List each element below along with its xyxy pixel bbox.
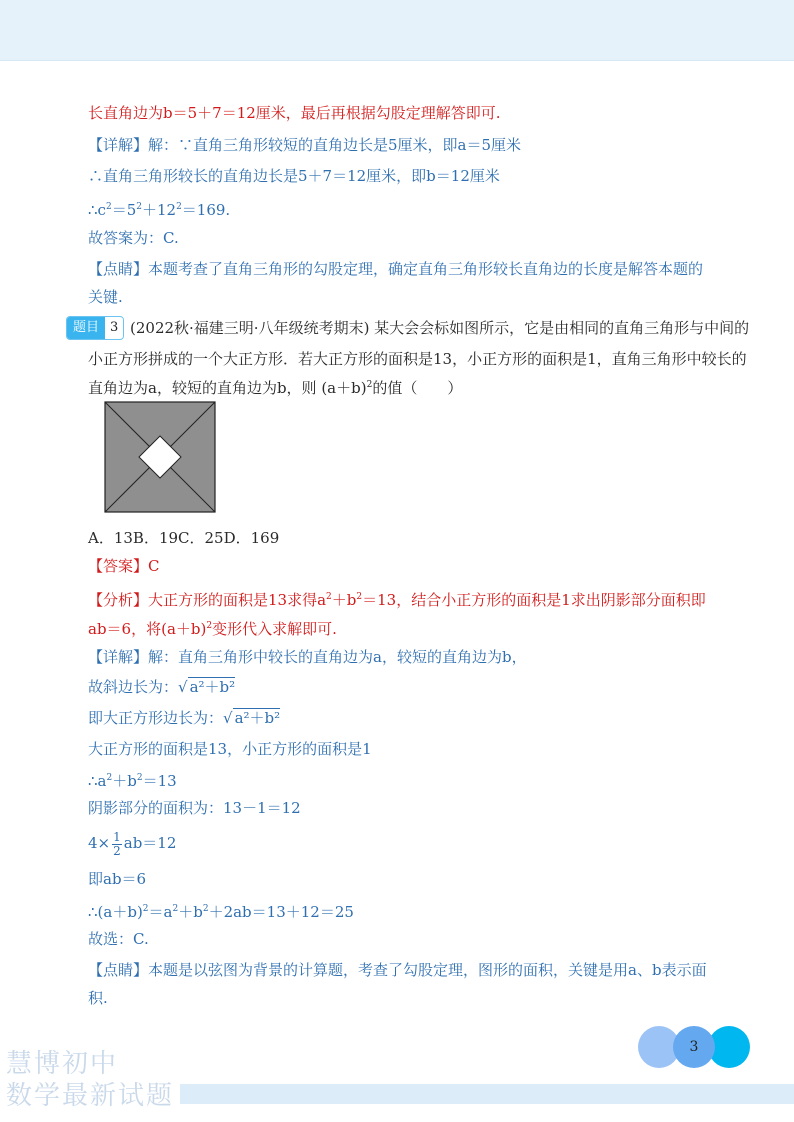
analysis-line1: 【分析】大正方形的面积是13求得$a^2+b^2=13$，结合小正方形的面积是1求出阴影部分面积即: [88, 591, 706, 609]
comment-tag: 【点睛】: [88, 260, 149, 278]
prev-step3: 故答案为：C.: [88, 229, 179, 247]
prev-step2: $\therefore c^2=5^2+12^2=169$.: [88, 201, 231, 219]
analysis-line2: ab＝6，将$(a+b)^2$变形代入求解即可.: [88, 620, 337, 638]
question-line1: (2022秋·福建三明·八年级统考期末) 某大会会标如图所示，它是由相同的直角三角形与中间的: [130, 319, 750, 337]
question-line2: 小正方形拼成的一个大正方形．若大正方形的面积是13，小正方形的面积是1，直角三角形中较长的: [88, 350, 747, 368]
prev-comment-cont: 关键.: [88, 288, 123, 306]
header-band: [0, 0, 794, 61]
question-number: 3: [105, 318, 123, 338]
solution-step5: 阴影部分的面积为：13－1＝12: [88, 799, 301, 817]
fraction-half: $\frac{1}{2}$: [113, 829, 121, 858]
solution-step3: 大正方形的面积是13，小正方形的面积是1: [88, 740, 372, 758]
answer-line: [88, 556, 160, 576]
prev-solution-line: 长直角边为b＝5＋7＝12厘米，最后再根据勾股定理解答即可.: [88, 104, 501, 122]
solution-step4: $\therefore a^2+b^2=13$: [88, 772, 177, 790]
solution-step7: 即ab＝6: [88, 870, 147, 888]
solution-comment: 【点睛】本题是以弦图为背景的计算题，考查了勾股定理，图形的面积，关键是用a、b表示面: [88, 961, 707, 979]
solution-step6: 4× $\frac{1}{2}$ ab＝12: [88, 829, 177, 858]
detail-text: 解：∵直角三角形较短的直角边长是5厘米，即a＝5厘米: [148, 136, 522, 154]
pinwheel-figure: [104, 401, 216, 513]
solution-step9: 故选：C.: [88, 930, 149, 948]
comment-text: 本题考查了直角三角形的勾股定理，确定直角三角形较长直角边的长度是解答本题的: [148, 260, 704, 278]
prev-comment: [88, 259, 703, 279]
answer-options: A．13B．19C．25D．169: [88, 529, 280, 547]
page-indicator: [638, 1026, 750, 1068]
page-number: 3: [673, 1026, 715, 1068]
question-label: 题目: [67, 317, 105, 339]
solution-step1: 故斜边长为：√ a²＋b²: [88, 678, 236, 696]
prev-detail: [88, 135, 521, 155]
solution-step2: 即大正方形边长为：√ a²＋b²: [88, 709, 281, 727]
prev-step1: ∴直角三角形较长的直角边长是5＋7＝12厘米，即b＝12厘米: [88, 167, 500, 185]
question-tag: [66, 316, 124, 340]
question-line3: 直角边为a，较短的直角边为b，则 $(a+b)^2$的值（ ）: [88, 379, 463, 397]
solution-comment-cont: 积.: [88, 989, 108, 1007]
solution-detail: 【详解】解：直角三角形中较长的直角边为a，较短的直角边为b，: [88, 648, 527, 666]
detail-tag: 【详解】: [88, 136, 149, 154]
watermark: 慧博初中 数学最新试题: [6, 1049, 175, 1111]
solution-step8: $\therefore(a+b)^2=a^2+b^2+2ab=13+12=25$: [88, 903, 354, 921]
answer-value: C: [148, 557, 160, 575]
footer-bar: [180, 1084, 794, 1104]
answer-tag: 【答案】: [88, 557, 149, 575]
